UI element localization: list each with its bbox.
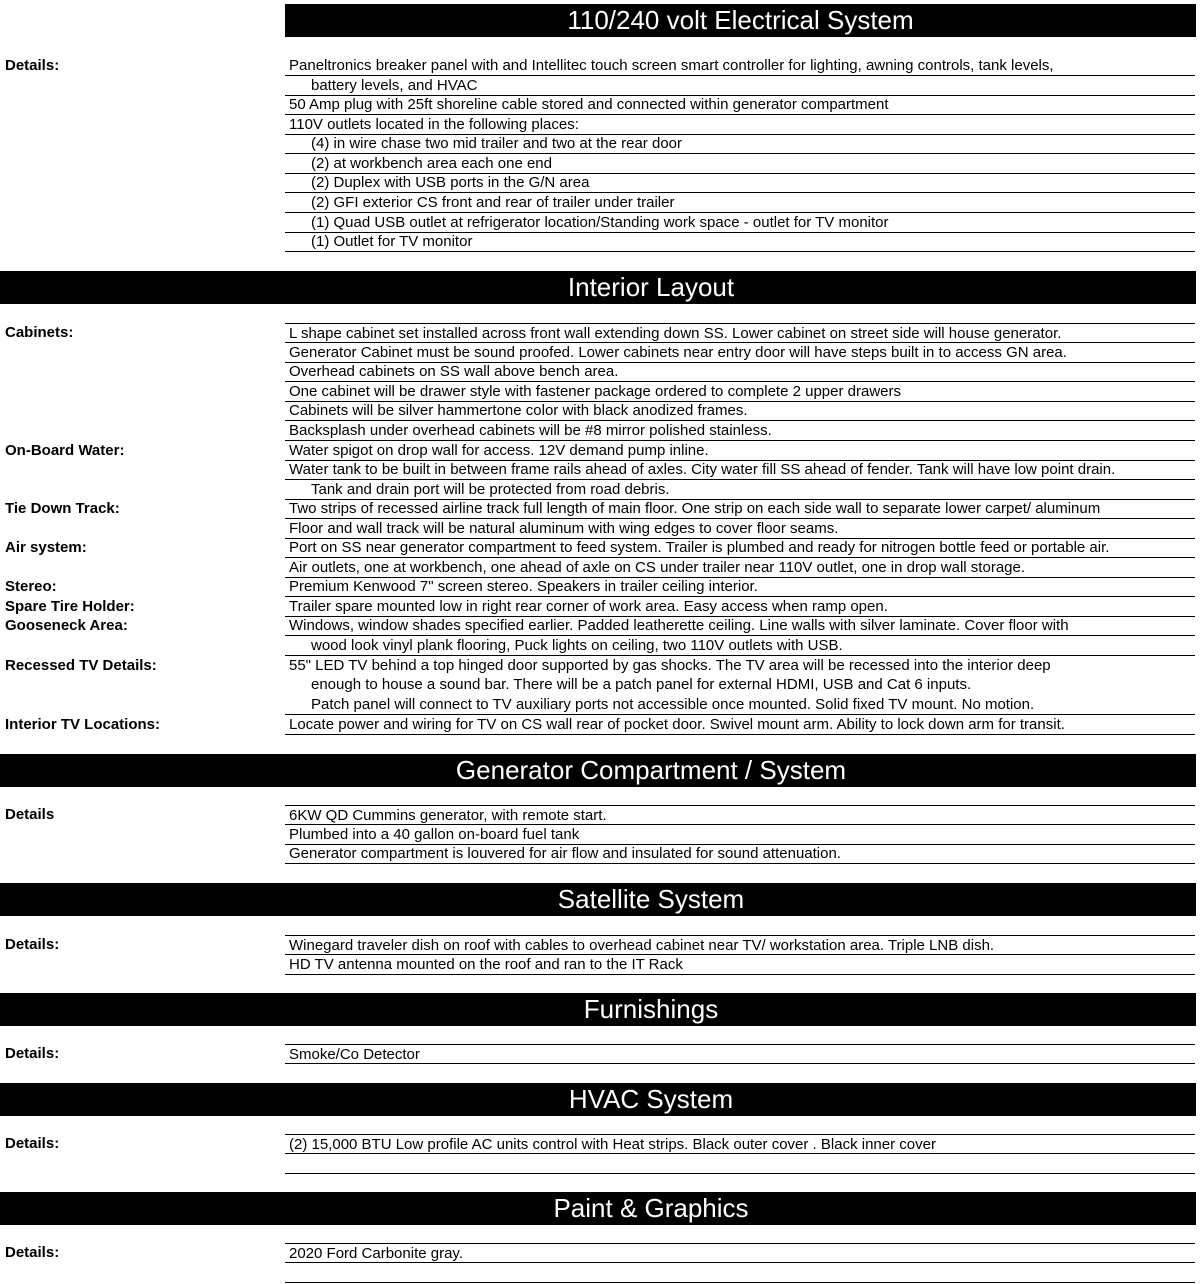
interior-line: Tank and drain port will be protected from road debris.	[285, 480, 1195, 500]
gooseneck-label: Gooseneck Area:	[5, 617, 128, 634]
interior-line: Water spigot on drop wall for access. 12V demand pump inline.	[285, 441, 1195, 461]
paint-line	[285, 1263, 1195, 1283]
satellite-line: HD TV antenna mounted on the roof and ran to the IT Rack	[285, 955, 1195, 975]
section-header-paint: Paint & Graphics	[0, 1192, 1196, 1225]
satellite-line: Winegard traveler dish on roof with cables to overhead cabinet near TV/ workstation area. Triple LNB dish.	[285, 935, 1195, 955]
section-header-furnishings: Furnishings	[0, 993, 1196, 1026]
spare-tire-label: Spare Tire Holder:	[5, 598, 135, 615]
section-header-generator: Generator Compartment / System	[0, 754, 1196, 787]
interior-line: Floor and wall track will be natural aluminum with wing edges to cover floor seams.	[285, 519, 1195, 539]
electrical-line: (1) Outlet for TV monitor	[285, 232, 1195, 252]
interior-line: 55" LED TV behind a top hinged door supported by gas shocks. The TV area will be recessed into the interior deep	[289, 657, 1051, 674]
tiedown-label: Tie Down Track:	[5, 500, 120, 517]
interior-line: One cabinet will be drawer style with fastener package ordered to complete 2 upper drawers	[285, 382, 1195, 402]
interior-line: Trailer spare mounted low in right rear corner of work area. Easy access when ramp open.	[285, 597, 1195, 617]
interior-line: Generator Cabinet must be sound proofed. Lower cabinets near entry door will have steps built in to access GN area.	[285, 343, 1195, 363]
generator-details-label: Details	[5, 806, 55, 823]
section-header-electrical: 110/240 volt Electrical System	[285, 4, 1196, 37]
paint-line: 2020 Ford Carbonite gray.	[285, 1243, 1195, 1263]
interior-line: Premium Kenwood 7" screen stereo. Speakers in trailer ceiling interior.	[285, 577, 1195, 597]
hvac-details-label: Details:	[5, 1135, 60, 1152]
cabinets-label: Cabinets:	[5, 324, 74, 341]
interior-line: Air outlets, one at workbench, one ahead of axle on CS under trailer near 110V outlet, one in drop wall storage.	[285, 558, 1195, 578]
water-label: On-Board Water:	[5, 442, 125, 459]
hvac-line: (2) 15,000 BTU Low profile AC units control with Heat strips. Black outer cover . Black inner cover	[285, 1134, 1195, 1154]
electrical-line: (2) GFI exterior CS front and rear of trailer under trailer	[285, 193, 1195, 213]
interior-line: Locate power and wiring for TV on CS wall rear of pocket door. Swivel mount arm. Ability to lock down arm for transit.	[285, 715, 1195, 735]
electrical-line: (2) Duplex with USB ports in the G/N area	[285, 173, 1195, 193]
electrical-line: 50 Amp plug with 25ft shoreline cable stored and connected within generator compartment	[285, 95, 1195, 115]
interior-line: Windows, window shades specified earlier. Padded leatherette ceiling. Line walls with silver laminate. Cover floor with	[285, 616, 1195, 636]
interior-line: wood look vinyl plank flooring, Puck lights on ceiling, two 110V outlets with USB.	[285, 636, 1195, 656]
furnishings-details-label: Details:	[5, 1045, 60, 1062]
interior-line: Backsplash under overhead cabinets will be #8 mirror polished stainless.	[285, 421, 1195, 441]
interior-line: Water tank to be built in between frame rails ahead of axles. City water fill SS ahead of fender. Tank will have low point drain.	[285, 460, 1195, 480]
interior-line: L shape cabinet set installed across front wall extending down SS. Lower cabinet on street side will house generator.	[285, 323, 1195, 343]
interior-line: Port on SS near generator compartment to feed system. Trailer is plumbed and ready for nitrogen bottle feed or portable air.	[285, 538, 1195, 558]
interior-line: enough to house a sound bar. There will be a patch panel for external HDMI, USB and Cat 6 inputs.	[311, 676, 972, 693]
generator-line: Generator compartment is louvered for air flow and insulated for sound attenuation.	[285, 844, 1195, 864]
section-header-satellite: Satellite System	[0, 883, 1196, 916]
paint-details-label: Details:	[5, 1244, 60, 1261]
tv-locations-label: Interior TV Locations:	[5, 716, 161, 733]
interior-line: Two strips of recessed airline track full length of main floor. One strip on each side wall to separate lower carpet/ aluminum	[285, 499, 1195, 519]
electrical-line: (2) at workbench area each one end	[285, 154, 1195, 174]
electrical-details-label: Details:	[5, 57, 60, 74]
electrical-line: 110V outlets located in the following places:	[285, 115, 1195, 135]
stereo-label: Stereo:	[5, 578, 57, 595]
section-header-hvac: HVAC System	[0, 1083, 1196, 1116]
interior-line: Patch panel will connect to TV auxiliary ports not accessible once mounted. Solid fixed TV mount. No motion.	[285, 695, 1195, 715]
electrical-line: battery levels, and HVAC	[285, 76, 1195, 96]
interior-line: Overhead cabinets on SS wall above bench area.	[285, 362, 1195, 382]
furnishings-line: Smoke/Co Detector	[285, 1044, 1195, 1064]
electrical-line: (1) Quad USB outlet at refrigerator location/Standing work space - outlet for TV monitor	[285, 213, 1195, 233]
satellite-details-label: Details:	[5, 936, 60, 953]
section-header-interior: Interior Layout	[0, 271, 1196, 304]
electrical-line: Paneltronics breaker panel with and Intellitec touch screen smart controller for lighting, awning controls, tank levels,	[285, 56, 1195, 76]
hvac-line	[285, 1154, 1195, 1174]
generator-line: Plumbed into a 40 gallon on-board fuel tank	[285, 825, 1195, 845]
electrical-line: (4) in wire chase two mid trailer and two at the rear door	[285, 134, 1195, 154]
interior-line: Cabinets will be silver hammertone color with black anodized frames.	[285, 401, 1195, 421]
air-system-label: Air system:	[5, 539, 87, 556]
recessed-tv-label: Recessed TV Details:	[5, 657, 157, 674]
generator-line: 6KW QD Cummins generator, with remote start.	[285, 805, 1195, 825]
